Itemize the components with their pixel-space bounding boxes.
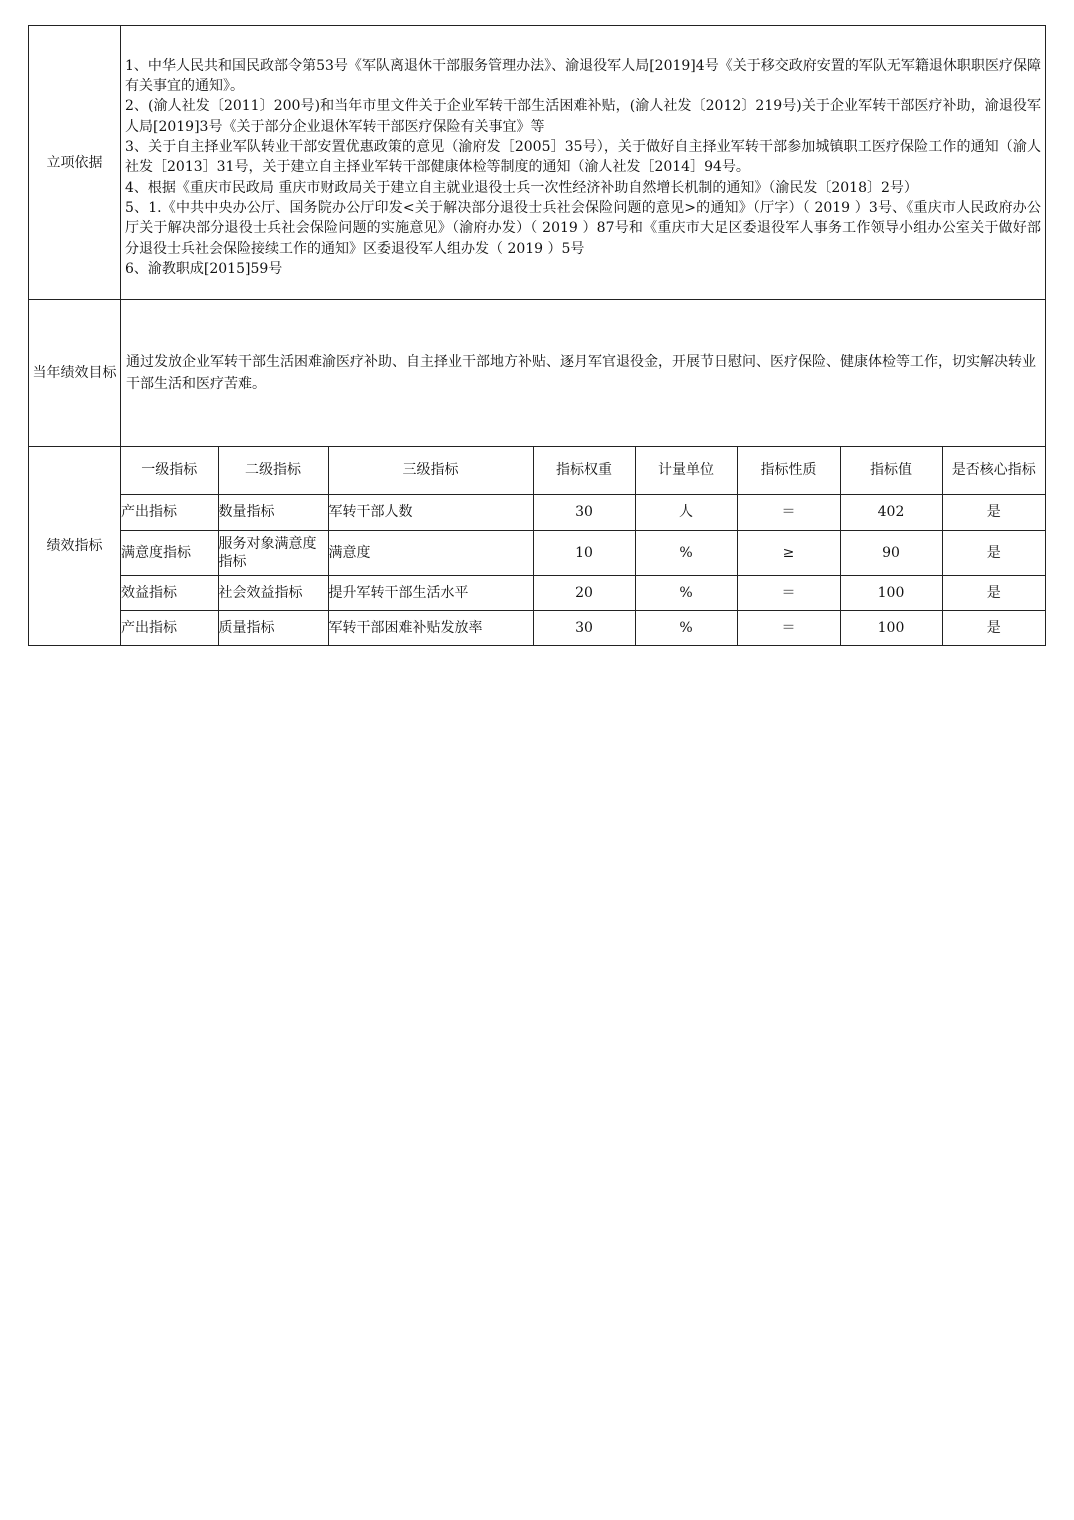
cell-nature: ≥ [737, 530, 840, 575]
basis-line: 6、渝教职成[2015]59号 [125, 260, 283, 277]
cell-level3: 提升军转干部生活水平 [328, 575, 533, 610]
table-row [121, 530, 1045, 575]
header-level1: 一级指标 [121, 447, 218, 494]
basis-row [29, 26, 1046, 300]
table-row [121, 494, 1045, 530]
cell-core: 是 [942, 494, 1045, 530]
metrics-row [29, 447, 1046, 646]
cell-value: 100 [840, 575, 942, 610]
cell-weight: 20 [533, 575, 635, 610]
cell-unit: % [635, 610, 737, 645]
cell-level1: 产出指标 [121, 494, 218, 530]
cell-weight: 30 [533, 494, 635, 530]
project-sheet [28, 25, 1046, 646]
cell-level3: 满意度 [328, 530, 533, 575]
basis-label: 立项依据 [29, 26, 121, 300]
basis-line: 3、关于自主择业军队转业干部安置优惠政策的意见（渝府发［2005］35号），关于做好自主择业军转干部参加城镇职工医疗保险工作的通知（渝人社发［2013］31号，关于建立自主择业军转干部健康体检等制度的通知（渝人社发［2014］94号。 [125, 139, 1041, 176]
cell-core: 是 [942, 530, 1045, 575]
cell-value: 100 [840, 610, 942, 645]
cell-nature: ＝ [737, 575, 840, 610]
header-unit: 计量单位 [635, 447, 737, 494]
cell-level2: 质量指标 [218, 610, 328, 645]
table-row [121, 610, 1045, 645]
basis-line: 5、1.《中共中央办公厅、国务院办公厅印发<关于解决部分退役士兵社会保险问题的意见>的通知》（厅字）（ 2019 ）3号、《重庆市人民政府办公厅关于解决部分退役士兵社会保险问题的实施意见》（渝府办发）（ 2019 ）87号和《重庆市大足区委退役军人事务工作领导小组办公室关于做好部分退役士兵社会保险接续工作的通知》区委退役军人组办发（ 2019 ）5号 [125, 199, 1041, 257]
basis-line: 4、根据《重庆市民政局 重庆市财政局关于建立自主就业退役士兵一次性经济补助自然增长机制的通知》（渝民发〔2018〕2号） [125, 179, 918, 196]
header-nature: 指标性质 [737, 447, 840, 494]
cell-level2: 数量指标 [218, 494, 328, 530]
cell-weight: 10 [533, 530, 635, 575]
basis-content [121, 26, 1046, 300]
table-row [121, 575, 1045, 610]
cell-unit: % [635, 530, 737, 575]
goal-row [29, 300, 1046, 447]
cell-level1: 满意度指标 [121, 530, 218, 575]
cell-nature: ＝ [737, 494, 840, 530]
header-value: 指标值 [840, 447, 942, 494]
cell-level2: 服务对象满意度指标 [218, 530, 328, 575]
header-weight: 指标权重 [533, 447, 635, 494]
goal-text: 通过发放企业军转干部生活困难渝医疗补助、自主择业干部地方补贴、逐月军官退役金，开展节日慰问、医疗保险、健康体检等工作，切实解决转业干部生活和医疗苦难。 [126, 354, 1036, 392]
cell-level1: 产出指标 [121, 610, 218, 645]
header-level3: 三级指标 [328, 447, 533, 494]
metrics-label: 绩效指标 [29, 447, 121, 646]
cell-core: 是 [942, 610, 1045, 645]
basis-line: 1、中华人民共和国民政部令第53号《军队离退休干部服务管理办法》、渝退役军人局[2019]4号《关于移交政府安置的军队无军籍退休职职医疗保障有关事宜的通知》。 [125, 57, 1041, 95]
header-level2: 二级指标 [218, 447, 328, 494]
metrics-header-row [121, 447, 1045, 494]
cell-level2: 社会效益指标 [218, 575, 328, 610]
cell-unit: % [635, 575, 737, 610]
goal-label: 当年绩效目标 [29, 300, 121, 447]
cell-weight: 30 [533, 610, 635, 645]
metrics-content [121, 447, 1046, 646]
header-core: 是否核心指标 [942, 447, 1045, 494]
cell-level3: 军转干部人数 [328, 494, 533, 530]
metrics-table [121, 447, 1045, 645]
cell-unit: 人 [635, 494, 737, 530]
cell-nature: ＝ [737, 610, 840, 645]
cell-value: 90 [840, 530, 942, 575]
cell-level3: 军转干部困难补贴发放率 [328, 610, 533, 645]
cell-value: 402 [840, 494, 942, 530]
cell-level1: 效益指标 [121, 575, 218, 610]
basis-line: 2、(渝人社发〔2011〕200号)和当年市里文件关于企业军转干部生活困难补贴，(渝人社发〔2012〕219号)关于企业军转干部医疗补助，渝退役军人局[2019]3号《关于部分企业退休军转干部医疗保险有关事宜》等 [125, 98, 1041, 135]
goal-content [121, 300, 1046, 447]
cell-core: 是 [942, 575, 1045, 610]
